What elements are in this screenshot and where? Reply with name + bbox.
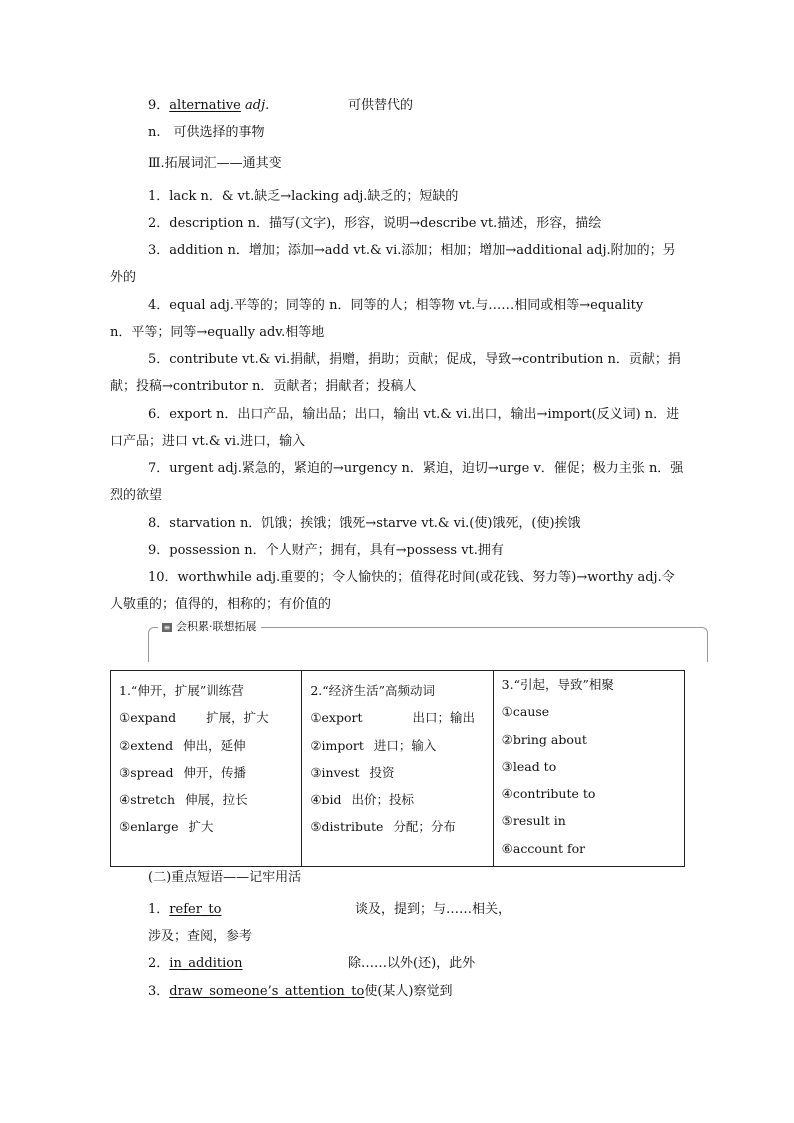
vocab-meaning: 可供替代的 [348,98,414,113]
extended-item-8: 8．starvation n．饥饿；挨饿；饿死→starve vt.& vi.(使)饿死，(使)挨饿 [148,516,581,531]
extended-item-1: 1．lack n．& vt.缺乏→lacking adj.缺乏的；短缺的 [148,189,459,204]
phrase-item-2 [148,956,242,972]
extended-item-3-cont: 外的 [110,270,137,285]
association-table [110,670,685,867]
table-row: ⑤enlarge 扩大 [119,819,214,835]
extended-item-4-cont: n．平等；同等→equally adv.相等地 [110,325,325,340]
extended-item-3: 3．addition n．增加；添加→add vt.& vi.添加；相加；增加→additional adj.附加的；另 [148,243,676,258]
item-number: 3． [148,984,170,999]
extended-item-10: 10．worthwhile adj.重要的；令人愉快的；值得花时间(或花钱、努力等)→worthy adj.令 [148,570,675,585]
vocab-meaning-noun: n. 可供选择的事物 [148,125,265,140]
table-row: ④bid 出价；投标 [310,792,415,808]
table-col-stretch [111,671,302,867]
table-row: ①cause [501,704,550,720]
col-title: 2.“经济生活”高频动词 [310,683,436,698]
phrase-text: refer_to [169,902,222,917]
col-title: 3.“引起，导致”相聚 [501,677,614,692]
phrase-meaning: 除……以外(还)，此外 [348,956,476,971]
box-header-label: 会积累·联想拓展 [176,620,257,633]
section-title-phrases: (二)重点短语——记牢用活 [148,870,302,885]
item-number: 2． [148,956,170,971]
table-row: ②bring about [501,731,587,747]
table-row: ③lead to [501,758,557,774]
extended-item-2: 2．description n．描写(文字)，形容，说明→describe vt.描述，形容，描绘 [148,216,602,231]
table-row: ②import 进口；输入 [310,737,437,753]
extended-item-6-cont: 口产品；进口 vt.& vi.进口，输入 [110,434,306,449]
table-row: ④contribute to [501,786,596,802]
item-number: 1． [148,902,170,917]
col-title: 1.“伸开，扩展”训练营 [119,683,244,698]
table-row: ②extend 伸出，延伸 [119,737,246,753]
vocab-item-9 [148,98,269,114]
table-row: ⑥account for [501,840,586,856]
phrase-meaning: 使(某人)察觉到 [364,984,453,999]
section-title-extended-vocab: Ⅲ.拓展词汇——通其变 [148,156,282,171]
table-col-cause [493,671,684,867]
part-of-speech: adj. [245,98,270,113]
extended-item-5-cont: 献；投稿→contributor n．贡献者；捐献者；投稿人 [110,379,417,394]
phrase-item-1 [148,902,221,918]
table-row: ⑤distribute 分配；分布 [310,819,456,835]
notebook-icon: ≡ [163,622,171,632]
extended-item-10-cont: 人敬重的；值得的，相称的；有价值的 [110,597,332,612]
table-row: ④stretch 伸展，拉长 [119,792,248,808]
item-number: 9． [148,98,170,113]
extended-item-7: 7．urgent adj.紧急的，紧迫的→urgency n．紧迫，迫切→urge v．催促；极力主张 n．强 [148,461,684,476]
extended-item-9: 9．possession n．个人财产；拥有，具有→possess vt.拥有 [148,543,504,558]
vocab-word: alternative [169,98,241,113]
phrase-meaning: 谈及，提到；与……相关， [355,902,512,917]
table-col-economy [302,671,493,867]
table-row: ⑤result in [501,813,566,829]
phrase-text: draw_someone’s_attention_to [169,984,365,999]
extended-item-5: 5．contribute vt.& vi.捐献，捐赠，捐助；贡献；促成，导致→contribution n．贡献；捐 [148,352,681,367]
phrase-text: in_addition [169,956,243,971]
table-row: ①expand 扩展，扩大 [119,710,269,726]
phrase-item-3 [148,984,452,1000]
extended-item-6: 6．export n．出口产品，输出品；出口，输出 vt.& vi.出口，输出→import(反义词) n．进 [148,407,680,422]
table-row: ③invest 投资 [310,764,395,780]
phrase-meaning-cont: 涉及；查阅，参考 [148,929,253,944]
extended-item-7-cont: 烈的欲望 [110,488,163,503]
table-row: ①export 出口；输出 [310,710,476,726]
table-row: ③spread 伸开，传播 [119,764,246,780]
accumulate-box-header [148,619,708,663]
extended-item-4: 4．equal adj.平等的；同等的 n．同等的人；相等物 vt.与……相同或相等→equality [148,298,644,313]
